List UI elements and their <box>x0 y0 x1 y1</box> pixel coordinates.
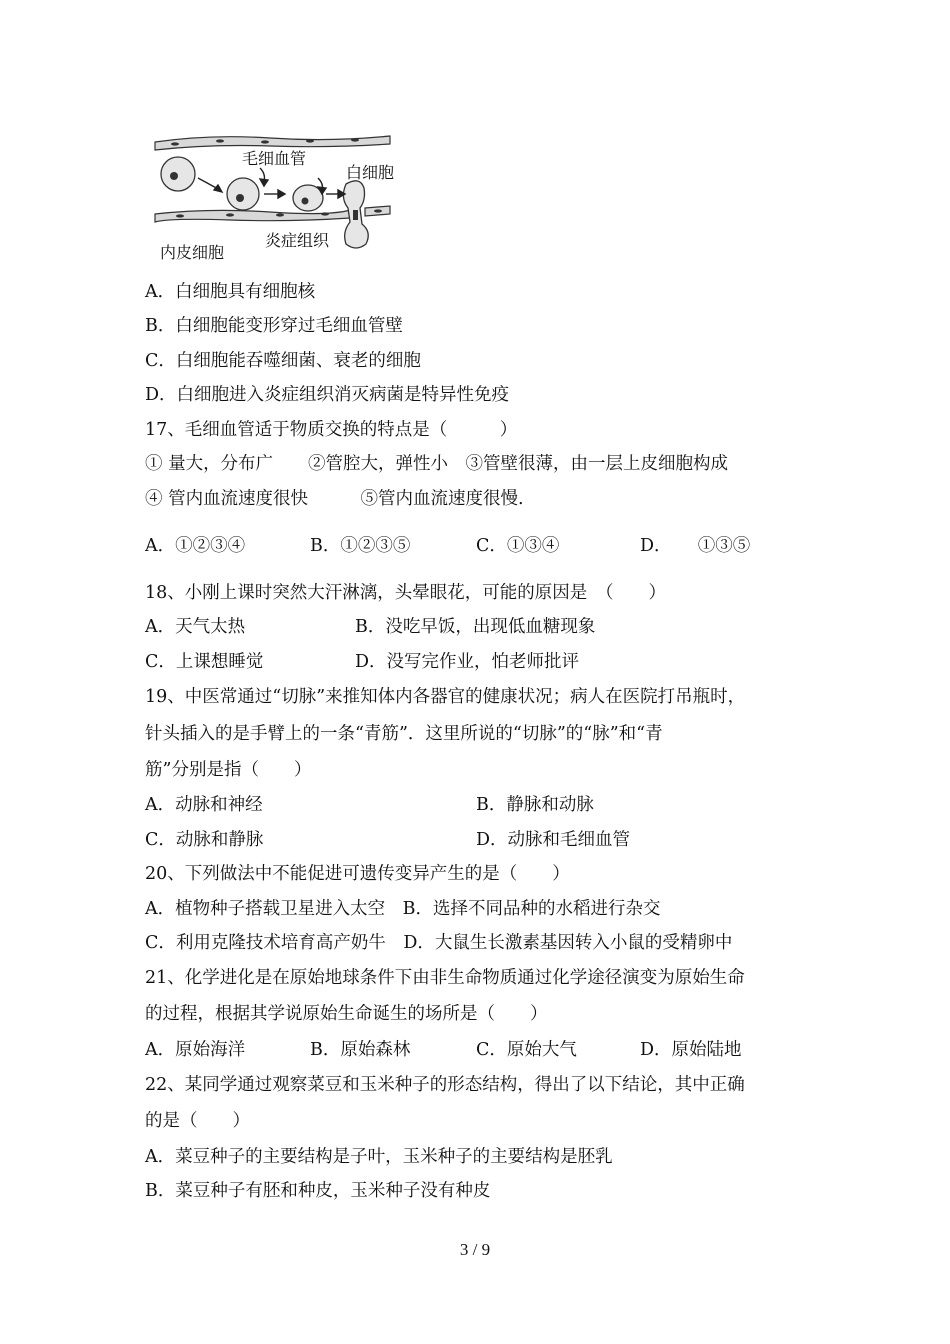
q20-stem: 20、下列做法中不能促进可遗传变异产生的是（ ） <box>145 864 570 884</box>
q21-stem-line2: 的过程，根据其学说原始生命诞生的场所是（ ） <box>145 1004 548 1024</box>
q19-option-b: B．静脉和动脉 <box>476 795 594 815</box>
q19-stem-line1: 19、中医常通过“切脉”来推知体内各器官的健康状况；病人在医院打吊瓶时， <box>145 687 746 707</box>
q20-options-ab: A．植物种子搭载卫星进入太空 B．选择不同品种的水稻进行杂交 <box>145 899 661 919</box>
q17-stem: 17、毛细血管适于物质交换的特点是（ ） <box>145 420 518 440</box>
q19-option-a: A．动脉和神经 <box>145 795 263 815</box>
q18-option-a: A．天气太热 <box>145 617 246 637</box>
q16-option-b: B．白细胞能变形穿过毛细血管壁 <box>145 316 403 336</box>
q18-option-c: C．上课想睡觉 <box>145 652 264 672</box>
q18-option-b: B．没吃早饭，出现低血糖现象 <box>355 617 596 637</box>
q19-stem-line3: 筋”分别是指（ ） <box>145 760 312 780</box>
wbc-cell-2 <box>227 178 259 210</box>
q20-options-cd: C．利用克隆技术培育高产奶牛 D．大鼠生长激素基因转入小鼠的受精卵中 <box>145 933 733 953</box>
q17-option-b: B．①②③⑤ <box>310 536 411 556</box>
q22-stem-line1: 22、某同学通过观察菜豆和玉米种子的形态结构，得出了以下结论，其中正确 <box>145 1075 745 1095</box>
label-capillary: 毛细血管 <box>242 149 307 168</box>
q21-stem-line1: 21、化学进化是在原始地球条件下由非生命物质通过化学途径演变为原始生命 <box>145 968 745 988</box>
label-endothelial: 内皮细胞 <box>160 243 225 262</box>
q17-items-line2: ④ 管内血流速度很快 ⑤管内血流速度很慢. <box>145 489 524 509</box>
q22-option-b: B．菜豆种子有胚和种皮，玉米种子没有种皮 <box>145 1181 491 1201</box>
q18-stem: 18、小刚上课时突然大汗淋漓，头晕眼花，可能的原因是 （ ） <box>145 583 667 603</box>
q16-option-a: A．白细胞具有细胞核 <box>145 282 316 302</box>
q19-option-c: C．动脉和静脉 <box>145 830 264 850</box>
q17-option-a: A．①②③④ <box>145 536 246 556</box>
q21-option-b: B．原始森林 <box>310 1040 411 1060</box>
q19-option-d: D．动脉和毛细血管 <box>476 830 631 850</box>
q22-stem-line2: 的是（ ） <box>145 1111 250 1131</box>
q19-stem-line2: 针头插入的是手臂上的一条“青筋”．这里所说的“切脉”的“脉”和“青 <box>145 724 663 744</box>
q16-option-d: D．白细胞进入炎症组织消灭病菌是特异性免疫 <box>145 385 510 405</box>
q17-option-d: D． ①③⑤ <box>640 536 751 556</box>
q22-option-a: A．菜豆种子的主要结构是子叶，玉米种子的主要结构是胚乳 <box>145 1147 613 1167</box>
q21-option-a: A．原始海洋 <box>145 1040 246 1060</box>
q17-option-c: C．①③④ <box>476 536 560 556</box>
q18-option-d: D．没写完作业，怕老师批评 <box>355 652 580 672</box>
label-wbc: 白细胞 <box>346 163 395 182</box>
upper-vessel-wall <box>155 136 390 150</box>
wbc-cell-1 <box>161 157 195 191</box>
label-inflamed-tissue: 炎症组织 <box>265 231 330 250</box>
lower-vessel-wall <box>155 210 350 222</box>
q17-items-line1: ① 量大，分布广 ②管腔大，弹性小 ③管壁很薄，由一层上皮细胞构成 <box>145 454 729 474</box>
wbc-diapedesis-figure <box>150 128 410 268</box>
q21-option-d: D．原始陆地 <box>640 1040 742 1060</box>
page-number: 3 / 9 <box>459 1240 491 1259</box>
q16-option-c: C．白细胞能吞噬细菌、衰老的细胞 <box>145 351 421 371</box>
q21-option-c: C．原始大气 <box>476 1040 577 1060</box>
